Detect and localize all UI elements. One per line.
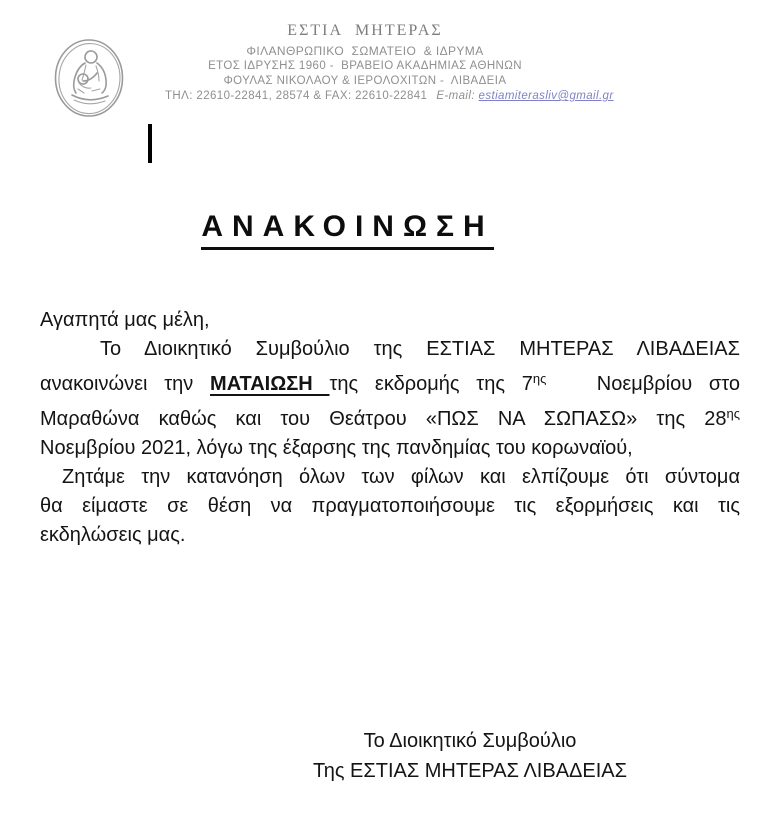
body-line (40, 492, 740, 521)
mother-and-child-emblem-svg (52, 37, 126, 121)
body-line (40, 335, 740, 364)
ordinal-superscript: ης (532, 371, 547, 386)
ordinal-superscript: ης (726, 406, 740, 421)
body-text: Ζητάμε την κατανόηση όλων των φίλων και ελπίζουμε ότι σύντομα (62, 466, 740, 488)
body-text: Νοεμβρίου στο (546, 373, 741, 395)
org-logo mother-and-child-icon (52, 37, 126, 121)
signature-line-2: Της ΕΣΤΙΑΣ ΜΗΤΕΡΑΣ ΛΙΒΑΔΕΙΑΣ (312, 760, 628, 782)
text-cursor-mark (148, 124, 152, 163)
document-title: ΑΝΑΚΟΙΝΩΣΗ (201, 209, 493, 250)
cancellation-word: ΜΑΤΑΙΩΣΗ (210, 373, 330, 395)
org-address-line: ΦΟΥΛΑΣ ΝΙΚΟΛΑΟΥ & ΙΕΡΟΛΟΧΙΤΩΝ - ΛΙΒΑΔΕΙΑ (223, 75, 507, 87)
signature-line-1: Το Διοικητικό Συμβούλιο (363, 730, 577, 752)
body-line (40, 399, 740, 434)
signature-block (170, 726, 770, 786)
letter-body (40, 306, 740, 550)
body-line (40, 364, 740, 399)
body-text: θα είμαστε σε θέση να πραγματοποιήσουμε τις εξορμήσεις και τις (40, 495, 740, 517)
email-link[interactable]: estiamiterasliv@gmail.gr (478, 90, 614, 102)
greeting-line: Αγαπητά μας μέλη, (40, 309, 210, 331)
body-line: εκδηλώσεις μας. (40, 524, 186, 546)
letterhead (165, 20, 614, 104)
email-label: E-mail: (436, 90, 475, 102)
phone-fax-text: ΤΗΛ: 22610-22841, 28574 & FAX: 22610-22841 (165, 90, 428, 102)
org-founding-line: ΕΤΟΣ ΙΔΡΥΣΗΣ 1960 - ΒΡΑΒΕΙΟ ΑΚΑΔΗΜΙΑΣ ΑΘΗΝΩΝ (208, 60, 522, 72)
org-contact-line (165, 89, 614, 104)
body-text: της εκδρομής της 7 (329, 373, 533, 395)
body-text: Το Διοικητικό Συμβούλιο της ΕΣΤΙΑΣ ΜΗΤΕΡΑΣ ΛΙΒΑΔΕΙΑΣ (100, 338, 740, 360)
body-line (40, 463, 740, 492)
org-subtitle: ΦΙΛΑΝΘΡΩΠΙΚΟ ΣΩΜΑΤΕΙΟ & ΙΔΡΥΜΑ (246, 44, 484, 58)
body-line: Νοεμβρίου 2021, λόγω της έξαρσης της πανδημίας του κορωναϊού, (40, 437, 633, 459)
body-text: Μαραθώνα καθώς και του Θεάτρου «ΠΩΣ ΝΑ ΣΩΠΑΣΩ» της 28 (40, 408, 727, 430)
body-text: ανακοινώνει την (40, 373, 211, 395)
org-name: ΕΣΤΙΑ ΜΗΤΕΡΑΣ (287, 22, 443, 39)
title-row (40, 209, 740, 250)
